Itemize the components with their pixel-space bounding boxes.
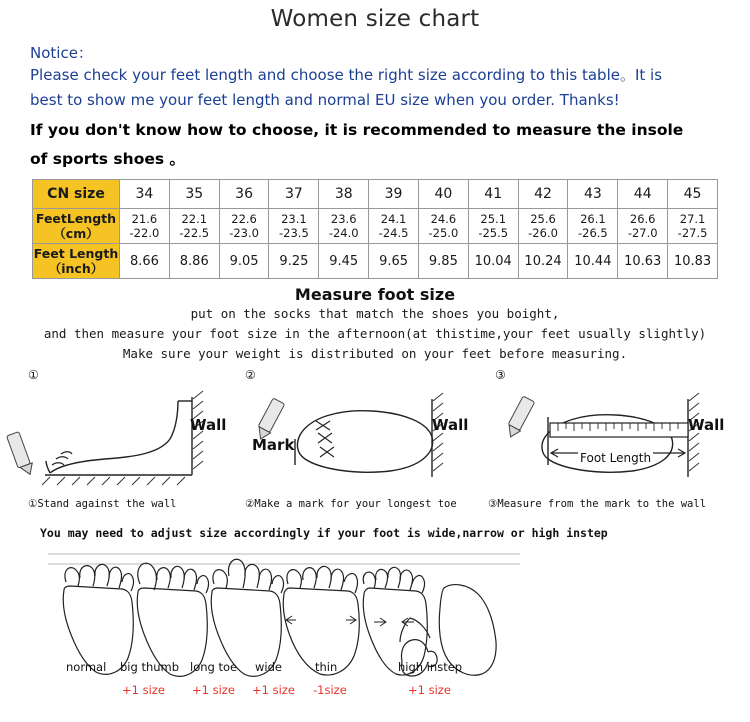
cell-cm-10-a: 26.6 bbox=[629, 212, 656, 226]
cell-cm-4 bbox=[319, 209, 369, 244]
measure-steps-diagram bbox=[0, 368, 750, 498]
row-header-feet-inch-line1: Feet Length bbox=[33, 246, 119, 261]
cell-cm-3-a: 23.1 bbox=[281, 212, 307, 226]
notice-strong-1: If you don't know how to choose, it is recommended to measure the insole bbox=[30, 121, 684, 139]
cell-cm-7-b: -25.5 bbox=[478, 226, 509, 240]
cell-cn-11: 45 bbox=[668, 180, 718, 209]
cell-cn-0: 34 bbox=[120, 180, 170, 209]
pencil-icon-1 bbox=[7, 432, 36, 477]
cell-cn-3: 37 bbox=[269, 180, 319, 209]
cell-cm-9-a: 26.1 bbox=[580, 212, 606, 226]
step-number-1: ① bbox=[28, 368, 39, 382]
notice-label: Notice： bbox=[30, 44, 93, 62]
cell-inch-8: 10.24 bbox=[518, 244, 568, 279]
cell-cm-0-b: -22.0 bbox=[129, 226, 160, 240]
cell-cn-1: 35 bbox=[169, 180, 219, 209]
cell-cn-5: 39 bbox=[369, 180, 419, 209]
cell-cm-3 bbox=[269, 209, 319, 244]
cell-cm-2-a: 22.6 bbox=[231, 212, 257, 226]
foot-size-big-thumb: +1 size bbox=[122, 683, 165, 697]
cell-cm-6 bbox=[418, 209, 468, 244]
page-title: Women size chart bbox=[270, 6, 480, 32]
cell-cm-2-b: -23.0 bbox=[229, 226, 259, 240]
cell-cm-6-b: -25.0 bbox=[428, 226, 459, 240]
cell-cm-7-a: 25.1 bbox=[480, 212, 507, 226]
foot-label-wide: wide bbox=[255, 660, 282, 674]
foot-long-toe bbox=[211, 559, 283, 676]
cell-cn-7: 41 bbox=[468, 180, 518, 209]
foot-length-label: Foot Length bbox=[580, 451, 652, 465]
cell-cm-4-a: 23.6 bbox=[330, 212, 357, 226]
cell-inch-4: 9.45 bbox=[319, 244, 369, 279]
step-captions bbox=[0, 498, 750, 518]
table-row-cn-size bbox=[33, 180, 718, 209]
cell-cm-1-a: 22.1 bbox=[181, 212, 208, 226]
cell-cm-0-a: 21.6 bbox=[131, 212, 158, 226]
steps-illustration bbox=[0, 373, 750, 498]
row-header-cn-size: CN size bbox=[33, 180, 120, 209]
cell-cm-7 bbox=[468, 209, 518, 244]
cell-inch-0: 8.66 bbox=[120, 244, 170, 279]
row-header-feet-inch-line2: （inch） bbox=[48, 261, 104, 276]
cell-cm-9 bbox=[568, 209, 618, 244]
measure-line-1: put on the socks that match the shoes you boight, bbox=[190, 306, 560, 321]
cell-inch-5: 9.65 bbox=[369, 244, 419, 279]
mark-label: Mark bbox=[252, 436, 295, 454]
wall-label-3: Wall bbox=[688, 416, 725, 434]
cell-cm-2 bbox=[219, 209, 269, 244]
foot-label-big-thumb: big thumb bbox=[120, 660, 180, 674]
notice-line-2: best to show me your feet length and normal EU size when you order. Thanks! bbox=[30, 91, 620, 109]
wall-label-2: Wall bbox=[432, 416, 469, 434]
foot-size-long-toe: +1 size bbox=[192, 683, 235, 697]
foot-wide bbox=[283, 566, 359, 675]
measure-line-2: and then measure your foot size in the afternoon(at thistime,your feet usually slightly) bbox=[43, 326, 707, 341]
cell-inch-7: 10.04 bbox=[468, 244, 518, 279]
cell-cn-8: 42 bbox=[518, 180, 568, 209]
cell-cm-4-b: -24.0 bbox=[328, 226, 359, 240]
row-header-feet-cm-line1: FeetLength bbox=[35, 211, 117, 226]
foot-size-thin: -1size bbox=[313, 683, 347, 697]
cell-cm-8 bbox=[518, 209, 568, 244]
cell-cm-0 bbox=[120, 209, 170, 244]
ruler-icon bbox=[550, 423, 688, 437]
row-header-feet-cm bbox=[33, 209, 120, 244]
foot-label-high-instep: high instep bbox=[398, 660, 463, 674]
cell-cm-10-b: -27.0 bbox=[627, 226, 658, 240]
cell-cm-5-b: -24.5 bbox=[378, 226, 409, 240]
adjust-note: You may need to adjust size accordingly if your foot is wide,narrow or high instep bbox=[40, 526, 608, 540]
pencil-icon-3 bbox=[504, 396, 534, 440]
cell-cm-1-b: -22.5 bbox=[179, 226, 210, 240]
size-table bbox=[32, 179, 718, 279]
measure-instructions bbox=[0, 304, 750, 364]
foot-label-long-toe: long toe bbox=[190, 660, 238, 674]
cell-cm-10 bbox=[618, 209, 668, 244]
foot-size-wide: +1 size bbox=[252, 683, 295, 697]
row-header-feet-inch bbox=[33, 244, 120, 279]
foot-types-illustration bbox=[0, 542, 750, 694]
cell-inch-1: 8.86 bbox=[169, 244, 219, 279]
cell-cm-1 bbox=[169, 209, 219, 244]
notice-line-1: Please check your feet length and choose the right size according to this table。It is bbox=[30, 66, 663, 84]
foot-size-high-instep: +1 size bbox=[408, 683, 451, 697]
foot-label-thin: thin bbox=[315, 660, 338, 674]
cell-cm-11 bbox=[668, 209, 718, 244]
cell-cm-3-b: -23.5 bbox=[279, 226, 309, 240]
row-header-feet-cm-line2: （cm） bbox=[53, 226, 99, 241]
cell-cn-10: 44 bbox=[618, 180, 668, 209]
measure-line-3: Make sure your weight is distributed on your feet before measuring. bbox=[122, 346, 628, 361]
cell-cn-6: 40 bbox=[418, 180, 468, 209]
cell-cm-9-b: -26.5 bbox=[577, 226, 608, 240]
foot-types-diagram bbox=[0, 542, 750, 697]
cell-cm-8-b: -26.0 bbox=[528, 226, 558, 240]
cell-cm-11-b: -27.5 bbox=[677, 226, 708, 240]
step-number-2: ② bbox=[245, 368, 256, 382]
cell-inch-3: 9.25 bbox=[269, 244, 319, 279]
cell-inch-6: 9.85 bbox=[418, 244, 468, 279]
cell-inch-11: 10.83 bbox=[668, 244, 718, 279]
cell-cm-11-a: 27.1 bbox=[679, 212, 706, 226]
cell-inch-10: 10.63 bbox=[618, 244, 668, 279]
cell-cn-9: 43 bbox=[568, 180, 618, 209]
table-row-feet-cm bbox=[33, 209, 718, 244]
cell-cm-5-a: 24.1 bbox=[380, 212, 407, 226]
cell-cn-2: 36 bbox=[219, 180, 269, 209]
cell-cm-5 bbox=[369, 209, 419, 244]
cell-inch-9: 10.44 bbox=[568, 244, 618, 279]
notice-strong-2: of sports shoes 。 bbox=[30, 150, 185, 168]
step-caption-1: ①Stand against the wall bbox=[28, 498, 177, 510]
step-caption-3: ③Measure from the mark to the wall bbox=[488, 498, 707, 510]
cell-cm-6-a: 24.6 bbox=[430, 212, 457, 226]
step-caption-2: ②Make a mark for your longest toe bbox=[245, 498, 457, 510]
measure-title: Measure foot size bbox=[294, 285, 456, 304]
step-number-3: ③ bbox=[495, 368, 506, 382]
table-row-feet-inch bbox=[33, 244, 718, 279]
cell-cn-4: 38 bbox=[319, 180, 369, 209]
wall-label-1: Wall bbox=[190, 416, 227, 434]
cell-inch-2: 9.05 bbox=[219, 244, 269, 279]
foot-label-normal: normal bbox=[66, 660, 107, 674]
foot-normal bbox=[63, 564, 133, 674]
cell-cm-8-a: 25.6 bbox=[530, 212, 556, 226]
notice-block bbox=[0, 32, 750, 171]
